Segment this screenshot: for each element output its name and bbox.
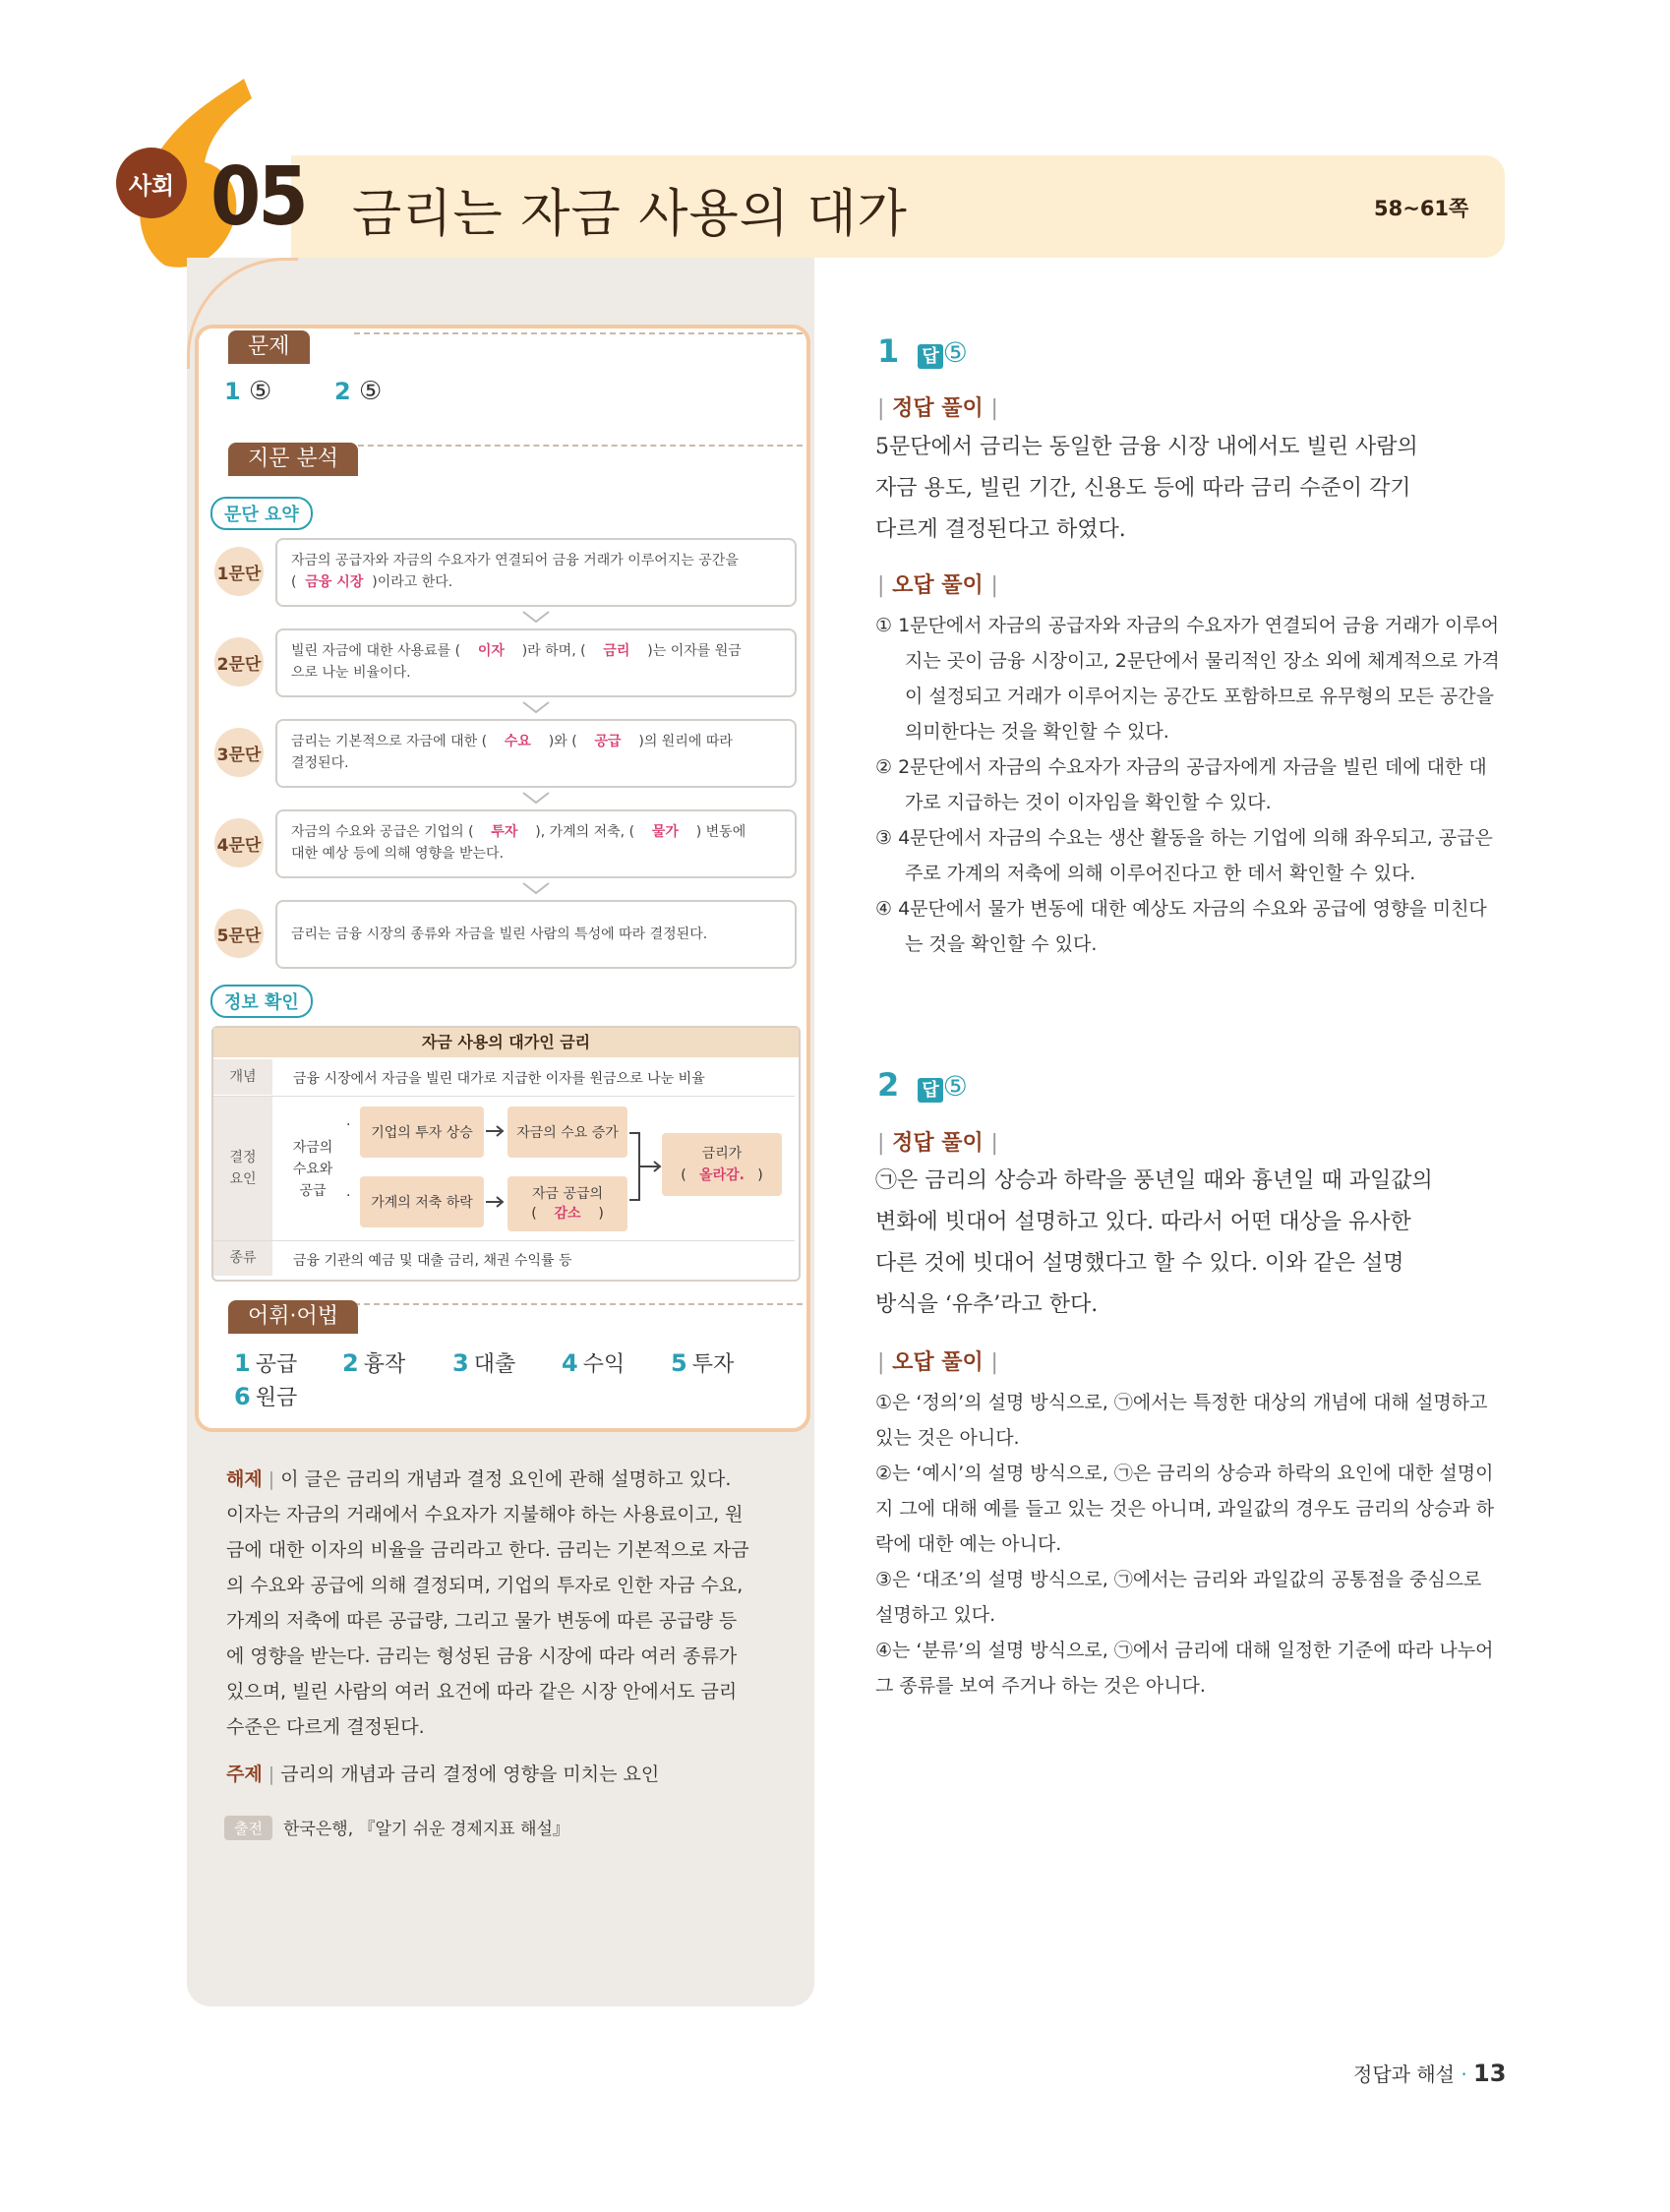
chevron-down-icon [521,610,551,624]
page-range: 58~61쪽 [1374,197,1469,220]
bracket-arrow-icon [627,1129,663,1204]
question-2-header: 2 답 ⑤ [877,1066,968,1104]
blank-answer: 수요 [504,734,531,749]
row-divider [213,1096,795,1097]
rate-result-box: 금리가 ( 올라감. ) [662,1133,782,1196]
blank-answer: 금융 시장 [305,574,364,590]
bullet: · [346,1188,351,1204]
saving-fall-box: 가계의 저축 하락 [360,1176,484,1227]
chevron-down-icon [521,881,551,895]
commentary-label: 해제 [226,1468,263,1490]
row-divider [213,1240,795,1241]
page-title: 금리는 자금 사용의 대가 [352,185,908,244]
supply-demand-label: 자금의 수요와 공급 [292,1140,333,1199]
source-text: 한국은행, 『알기 쉬운 경제지표 해설』 [283,1820,569,1839]
vocab-item: 6 원금 [234,1383,298,1410]
paragraph-label: 3문단 [214,728,264,777]
paragraph-label: 4문단 [214,818,264,867]
source-label: 출전 [224,1816,272,1840]
blank-answer: 금리 [603,643,630,659]
blank-answer: 물가 [651,824,679,840]
paragraph-summary-1: 자금의 공급자와 자금의 수요자가 연결되어 금융 거래가 이루어지는 공간을 ( 금융 시장 )이라고 한다. [275,538,797,607]
lesson-number: 05 [210,150,306,244]
commentary: 해제 | 이 글은 금리의 개념과 결정 요인에 관해 설명하고 있다. 이자는 자금의 거래에서 수요자가 지불해야 하는 사용료이고, 원 금에 대한 이자의 비율을 금리라고 한다. 금리는 기본적으로 자금 의 수요와 공급에 의해 결정되며, 기업의 투자로 인한 자금 수요, 가계의 저축에 따른 공급량, 그리고 물가 변동에 따른 공급량 등 에 영향을 받는다. 금리는 형성된 금융 시장에 따라 여러 종류가 있으며, 빌린 사람의 여러 요건에 따라 같은 시장 안에서도 금리 수준은 다르게 결정된다. 주제 | 금리의 개념과 금리 결정에 영향을 미치는 요인 [226,1468,749,1785]
paragraph-summary-2: 빌린 자금에 대한 사용료를 ( 이자 )라 하며, ( 금리 )는 이자를 원금 으로 나눈 비율이다. [275,628,797,697]
correct-heading: | 정답 풀이 | [877,396,998,421]
types-text: 금융 기관의 예금 및 대출 금리, 채권 수익률 등 [293,1253,572,1269]
summary-pill: 문단 요약 [210,497,313,530]
chevron-down-icon [521,791,551,805]
blank-answer: 공급 [594,734,622,749]
blank-answer: 이자 [477,643,505,659]
arrow-right-icon [484,1192,507,1212]
divider [354,1303,803,1305]
chevron-down-icon [521,700,551,714]
theme-label: 주제 [226,1764,263,1785]
bullet: · [346,1117,351,1133]
correct-heading: | 정답 풀이 | [877,1131,998,1156]
paragraph-summary-4: 자금의 수요와 공급은 기업의 ( 투자 ), 가계의 저축, ( 물가 ) 변동에 대한 예상 등에 의해 영향을 받는다. [275,809,797,878]
theme-text: 금리의 개념과 금리 결정에 영향을 미치는 요인 [280,1764,660,1785]
blank-answer: 감소 [554,1206,581,1222]
info-pill: 정보 확인 [210,985,313,1018]
page-number: 13 [1473,2060,1507,2087]
q1-wrong-explanations: ① 1문단에서 자금의 공급자와 자금의 수요자가 연결되어 금융 거래가 이루어지는 곳이 금융 시장이고, 2문단에서 물리적인 장소 외에 체계적으로 가격이 설정되고 거래가 이루어지는 공간도 포함하므로 유무형의 모든 공간을 의미한다는 것을 확인할 수 있다. ② 2문단에서 자금의 수요자가 자금의 공급자에게 자금을 빌린 데에 대한 대가로 지급하는 것이 이자임을 확인할 수 있다. ③ 4문단에서 자금의 수요는 생산 활동을 하는 기업에 의해 좌우되고, 공급은 주로 가계의 저축에 의해 이루어진다고 한 데서 확인할 수 있다. ④ 4문단에서 물가 변동에 대한 예상도 자금의 수요와 공급에 영향을 미친다는 것을 확인할 수 있다. [875,615,1500,955]
paragraph-summary-5: 금리는 금융 시장의 종류와 자금을 빌린 사람의 특성에 따라 결정된다. [275,900,797,969]
arrow-right-icon [484,1121,507,1141]
row-label-types: 종류 [213,1241,272,1276]
paragraph-label: 1문단 [214,547,264,596]
q2-wrong-explanations: ①은 ‘정의’의 설명 방식으로, ㉠에서는 특정한 대상의 개념에 대해 설명하고 있는 것은 아니다. ②는 ‘예시’의 설명 방식으로, ㉠은 금리의 상승과 하락의 요인에 대한 설명이지 그에 대해 예를 들고 있는 것은 아니며, 과일값의 경우도 금리의 상승과 하락에 대한 예는 아니다. ③은 ‘대조’의 설명 방식으로, ㉠에서는 금리와 과일값의 공통점을 중심으로 설명하고 있다. ④는 ‘분류’의 설명 방식으로, ㉠에서 금리에 대해 일정한 기준에 따라 나누어 그 종류를 보여 주거나 하는 것은 아니다. [875,1392,1495,1697]
vocab-item: 1 공급 [234,1349,298,1377]
demand-increase-box: 자금의 수요 증가 [507,1106,627,1158]
q1-correct-explanation: 5문단에서 금리는 동일한 금융 시장 내에서도 빌린 사람의 자금 용도, 빌린 기간, 신용도 등에 따라 금리 수준이 각기 다르게 결정된다고 하였다. [875,435,1418,542]
wrong-heading: | 오답 풀이 | [877,1350,998,1375]
subject-badge: 사회 [116,148,187,218]
invest-rise-box: 기업의 투자 상승 [360,1106,484,1158]
answer-badge: 답 [918,344,942,369]
vocab-item: 5 투자 [671,1349,735,1377]
supply-box: 자금 공급의 ( 감소 ) [507,1176,627,1231]
concept-text: 금융 시장에서 자금을 빌린 대가로 지급한 이자를 원금으로 나눈 비율 [293,1071,705,1087]
vocab-item: 4 수익 [562,1349,626,1377]
problem-answer-1: 1 ⑤ [224,377,272,406]
question-1-header: 1 답 ⑤ [877,332,968,370]
wrong-heading: | 오답 풀이 | [877,573,998,598]
problems-tab: 문제 [228,330,310,364]
analysis-tab: 지문 분석 [228,443,358,476]
blank-answer: 투자 [491,824,518,840]
divider [354,332,803,334]
problem-answer-2: 2 ⑤ [334,377,383,406]
vocab-item: 3 대출 [452,1349,516,1377]
paragraph-label: 2문단 [214,637,264,687]
blank-answer: 올라감. [699,1167,745,1183]
info-table-heading: 자금 사용의 대가인 금리 [213,1028,799,1057]
divider [358,445,803,447]
row-label-concept: 개념 [213,1059,272,1095]
q2-correct-explanation: ㉠은 금리의 상승과 하락을 풍년일 때와 흉년일 때 과일값의 변화에 빗대어 설명하고 있다. 따라서 어떤 대상을 유사한 다른 것에 빗대어 설명했다고 할 수 있다. 이와 같은 설명 방식을 ‘유추’라고 한다. [875,1168,1433,1317]
row-label-factors: 결정 요인 [213,1097,272,1240]
page-footer: 정답과 해설 · 13 [1353,2060,1507,2087]
answer-badge: 답 [918,1078,942,1103]
paragraph-summary-3: 금리는 기본적으로 자금에 대한 ( 수요 )와 ( 공급 )의 원리에 따라 결정된다. [275,719,797,788]
vocab-item: 2 흉작 [342,1349,406,1377]
paragraph-label: 5문단 [214,909,264,958]
vocab-tab: 어휘·어법 [228,1300,358,1334]
